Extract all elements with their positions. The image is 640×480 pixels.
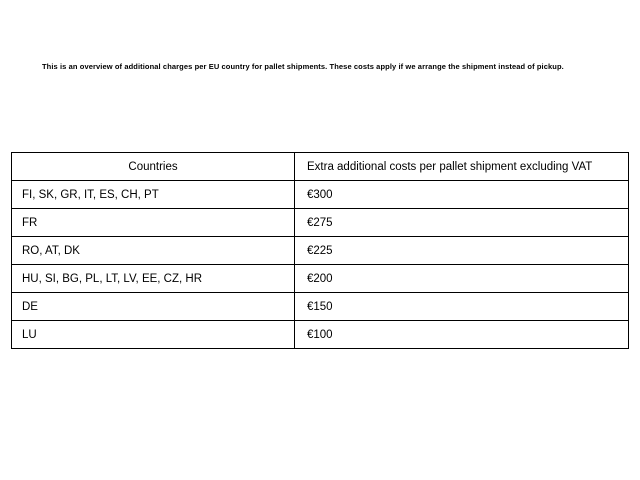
table-row [12, 321, 629, 349]
cell-cost: €225 [295, 237, 629, 265]
cell-countries: HU, SI, BG, PL, LT, LV, EE, CZ, HR [12, 265, 295, 293]
cell-countries: FI, SK, GR, IT, ES, CH, PT [12, 181, 295, 209]
intro-paragraph: This is an overview of additional charges per EU country for pallet shipments. These costs apply if we arrange the shipment instead of pickup. [42, 62, 564, 71]
cell-cost: €200 [295, 265, 629, 293]
table-row [12, 237, 629, 265]
cell-cost: €100 [295, 321, 629, 349]
table-row [12, 181, 629, 209]
cost-table-container [11, 152, 629, 349]
column-header-costs: Extra additional costs per pallet shipment excluding VAT [295, 153, 629, 181]
column-header-countries: Countries [12, 153, 295, 181]
table-header [12, 153, 629, 181]
table-row [12, 209, 629, 237]
additional-charges-table [11, 152, 629, 349]
table-row [12, 293, 629, 321]
cell-countries: RO, AT, DK [12, 237, 295, 265]
cell-cost: €150 [295, 293, 629, 321]
cell-countries: FR [12, 209, 295, 237]
cell-countries: DE [12, 293, 295, 321]
cell-cost: €300 [295, 181, 629, 209]
table-row [12, 265, 629, 293]
cell-countries: LU [12, 321, 295, 349]
cell-cost: €275 [295, 209, 629, 237]
table-header-row [12, 153, 629, 181]
table-body [12, 181, 629, 349]
